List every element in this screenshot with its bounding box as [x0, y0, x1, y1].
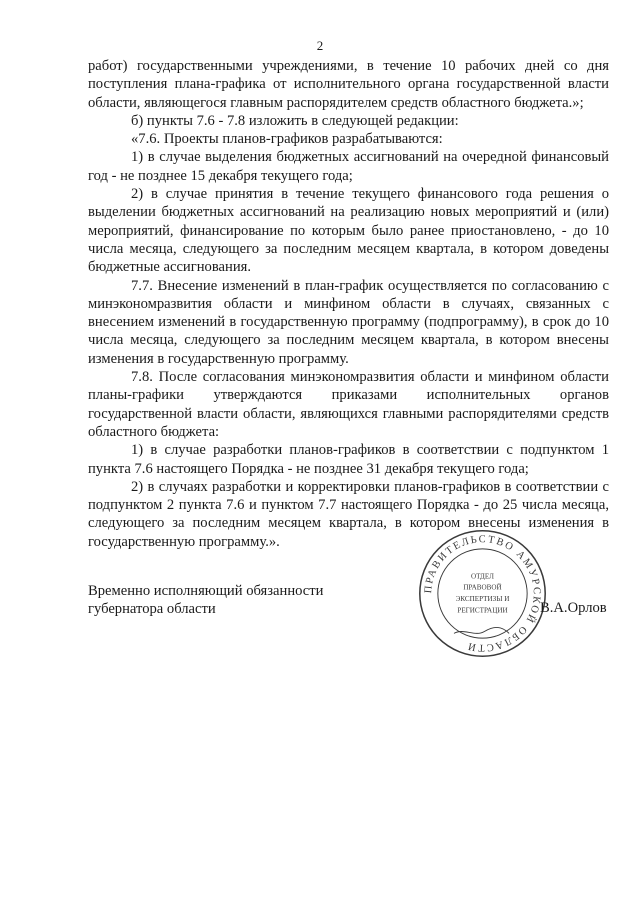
paragraph-7-7: 7.7. Внесение изменений в план-график осуществляется по согласованию с минэкономразвития области и минфином области в случаях, связанных с внесением изменений в государственную программу (подпрограмму), в срок до 10 числа месяца, следующего за последним месяцем квартала, в котором внесены изменения в государственную программу.	[88, 277, 609, 367]
seal-signature-scribble	[454, 627, 509, 633]
seal-inner-line-3: ЭКСПЕРТИЗЫ И	[455, 595, 510, 604]
paragraph-7-8: 7.8. После согласования минэкономразвития области и минфином области планы-графики утверждаются приказами исполнительных органов государственной власти области, являющихся главными распорядителями средств областного бюджета:	[88, 369, 609, 440]
seal-outer-text: ПРАВИТЕЛЬСТВО АМУРСКОЙ ОБЛАСТИ	[423, 534, 542, 653]
seal-inner-line-1: ОТДЕЛ	[471, 572, 494, 581]
paragraph-7-6-item-1: 1) в случае выделения бюджетных ассигнований на очередной финансовый год - не позднее 15 декабря текущего года;	[88, 149, 609, 184]
signatory-title	[88, 582, 323, 619]
signatory-title-line-2: губернатора области	[88, 601, 216, 618]
page-number: 2	[316, 38, 324, 53]
paragraph-continuation: работ) государственными учреждениями, в течение 10 рабочих дней со дня поступления плана-графика от исполнительного органа государственной власти области, являющегося главным распорядителем средств областного бюджета.»;	[88, 58, 609, 111]
paragraph-7-6-item-2: 2) в случае принятия в течение текущего финансового года решения о выделении бюджетных ассигнований на реализацию новых мероприятий и (или) мероприятий, финансирование по которым было ранее приостановлено, - до 10 числа месяца, следующего за последним месяцем квартала, в котором доведены бюджетные ассигнования.	[88, 186, 609, 276]
paragraph-7-6: «7.6. Проекты планов-графиков разрабатываются:	[131, 131, 443, 148]
paragraph-amendment-b: б) пункты 7.6 - 7.8 изложить в следующей редакции:	[131, 112, 459, 129]
signer-name: В.А.Орлов	[540, 600, 607, 616]
seal-inner-line-2: ПРАВОВОЙ	[463, 583, 502, 592]
document-body	[88, 57, 609, 551]
official-seal-stamp	[416, 527, 549, 660]
svg-text:ПРАВИТЕЛЬСТВО АМУРСКОЙ ОБЛАСТИ	[423, 534, 542, 653]
signatory-title-line-1: Временно исполняющий обязанности	[88, 583, 324, 599]
seal-inner-line-4: РЕГИСТРАЦИИ	[457, 606, 508, 615]
paragraph-7-8-item-2: 2) в случаях разработки и корректировки планов-графиков в соответствии с подпунктом 2 пункта 7.6 и пунктом 7.7 настоящего Порядка - до 25 числа месяца, следующего за последним месяцем квартала, в котором внесены изменения в государственную программу.».	[88, 478, 609, 550]
paragraph-7-8-item-1: 1) в случае разработки планов-графиков в соответствии с подпунктом 1 пункта 7.6 настоящего Порядка - не позднее 31 декабря текущего года;	[88, 442, 609, 477]
